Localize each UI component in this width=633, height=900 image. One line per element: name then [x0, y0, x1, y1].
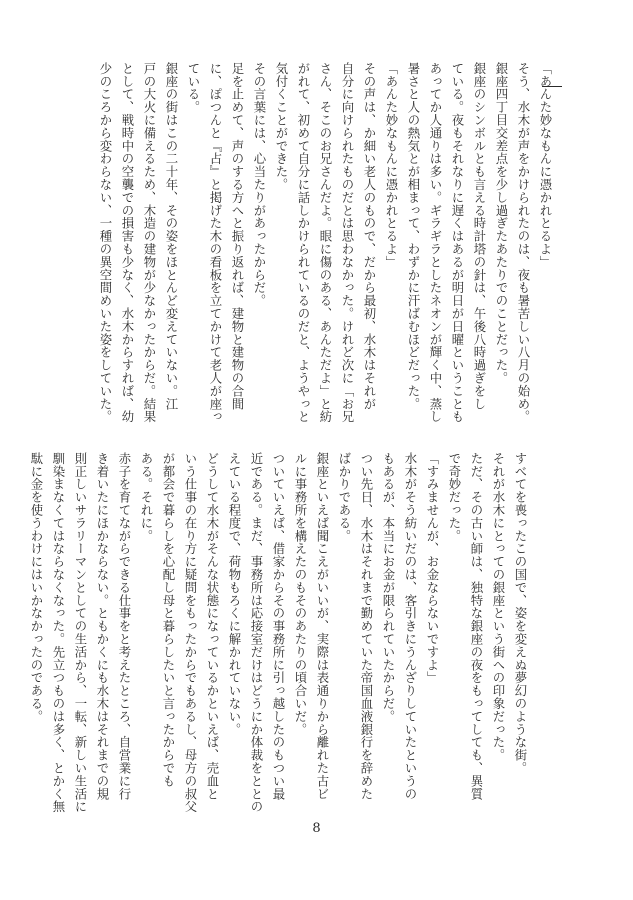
text-line: 近である。まだ、事務所は応接室だけはどうにか体裁をととの — [249, 452, 264, 814]
text-line: その言葉には、心当たりがあったからだ。 — [252, 62, 267, 308]
text-line: あってか人通りは多い。ギラギラとしたネオンが輝く中、蒸し — [428, 62, 443, 424]
text-line: ルに事務所を構えたのもそのあたりの頃合いだ。 — [293, 452, 308, 736]
text-line: その声は、か細い老人のもので、だから最初、水木はそれが — [362, 62, 377, 411]
page-number: 8 — [312, 821, 321, 836]
text-line: それが水木にとっての銀座という街への印象だった。 — [491, 452, 506, 762]
text-line: ついていえば、借家からその事務所に引っ越したのもつい最 — [271, 452, 286, 801]
text-line: ている。 — [186, 62, 201, 114]
text-line: き着いたにほかならない。ともかくにも水木はそれまでの規 — [95, 452, 110, 801]
text-line: そう、水木が声をかけられたのは、夜も暑苦しい八月の始め。 — [516, 62, 531, 424]
text-line: 銀座といえば聞こえがいいが、実際は表通りから離れた古ビ — [315, 452, 330, 801]
text-line: 「あんた妙なもんに憑かれとるよ」 — [538, 62, 553, 269]
text-line: 足を止めて、声のする方へと振り返れば、建物と建物の合間 — [230, 62, 245, 411]
text-line: 銀座の街はこの二十年、その姿をほとんど変えていない。江 — [164, 62, 179, 411]
text-line: 銀座のシンボルとも言える時計塔の針は、午後八時過ぎをし — [472, 62, 487, 411]
text-line: 則正しいサラリーマンとしての生活から、一転、新しい生活に — [73, 452, 88, 814]
text-line: が都会で暮らしを心配し母と暮らしたいと言ったからでも — [161, 452, 176, 788]
text-line: 気付くことができた。 — [274, 62, 289, 191]
text-line: つい先日、水木はそれまで勤めていた帝国血液銀行を辞めた — [359, 452, 374, 801]
text-line: えている程度で、荷物もろくに解かれていない。 — [227, 452, 242, 736]
text-line: ばかりである。 — [337, 452, 352, 543]
text-line: 「すみませんが、お金ならないですよ」 — [425, 452, 440, 685]
text-line: 駄に金を使うわけにはいかなかったのである。 — [29, 452, 44, 723]
text-line: 水木がそう紡いだのは、客引きにうんざりしていたというの — [403, 452, 418, 801]
text-line: いう仕事の在り方に疑問をもったからでもあるし、母方の叔父 — [183, 452, 198, 814]
body-text-upper-tier — [90, 62, 556, 424]
body-text-lower-tier — [29, 452, 531, 814]
text-line: ている。夜もそれなりに遅くはあるが明日が日曜ということも — [450, 62, 465, 424]
text-line: がれて、初めて自分に話しかけられているのだと、ようやっと — [296, 62, 311, 424]
text-line: もあるが、本当にお金が限られていたからだ。 — [381, 452, 396, 723]
text-line: ある。それに。 — [139, 452, 154, 543]
text-line: すべてを喪ったこの国で、姿を変えぬ夢幻のような街。 — [513, 452, 528, 775]
text-line: ただ、その古い師は、独特な銀座の夜をもってしても、異質 — [469, 452, 484, 801]
text-line: 馴染まなくてはならなくなった。先立つものは多く、とかく無 — [51, 452, 66, 814]
text-line: 自分に向けられたものだとは思わなかった。けれど次に「お兄 — [340, 62, 355, 424]
text-line: 銀座四丁目交差点を少し過ぎたあたりでのことだった。 — [494, 62, 509, 385]
text-line: どうして水木がそんな状態になっているかといえば、売血と — [205, 452, 220, 801]
text-line: で奇妙だった。 — [447, 452, 462, 543]
text-line: 戸の大火に備えるため、木造の建物が少なかったからだ。結果 — [142, 62, 157, 424]
text-line: 赤子を育てながらできる仕事をと考えたところ、自営業に行 — [117, 452, 132, 801]
text-line: 少のころから変わらない、一種の異空間めいた姿をしていた。 — [98, 62, 113, 424]
text-line: として、戦時中の空襲での損害も少なく、水木からすれば、幼 — [120, 62, 135, 424]
text-line: さん、そこのお兄さんだよ。眼に傷のある、あんただよ」と紡 — [318, 62, 333, 424]
text-line: 「あんた妙なもんに憑かれとるよ」 — [384, 62, 399, 269]
text-line: に、ぽつんと『占』と掲げた木の看板を立てかけて老人が座っ — [208, 62, 223, 424]
text-line: 暑さと人の熱気とが相まって、わずかに汗ばむほどだった。 — [406, 62, 421, 411]
